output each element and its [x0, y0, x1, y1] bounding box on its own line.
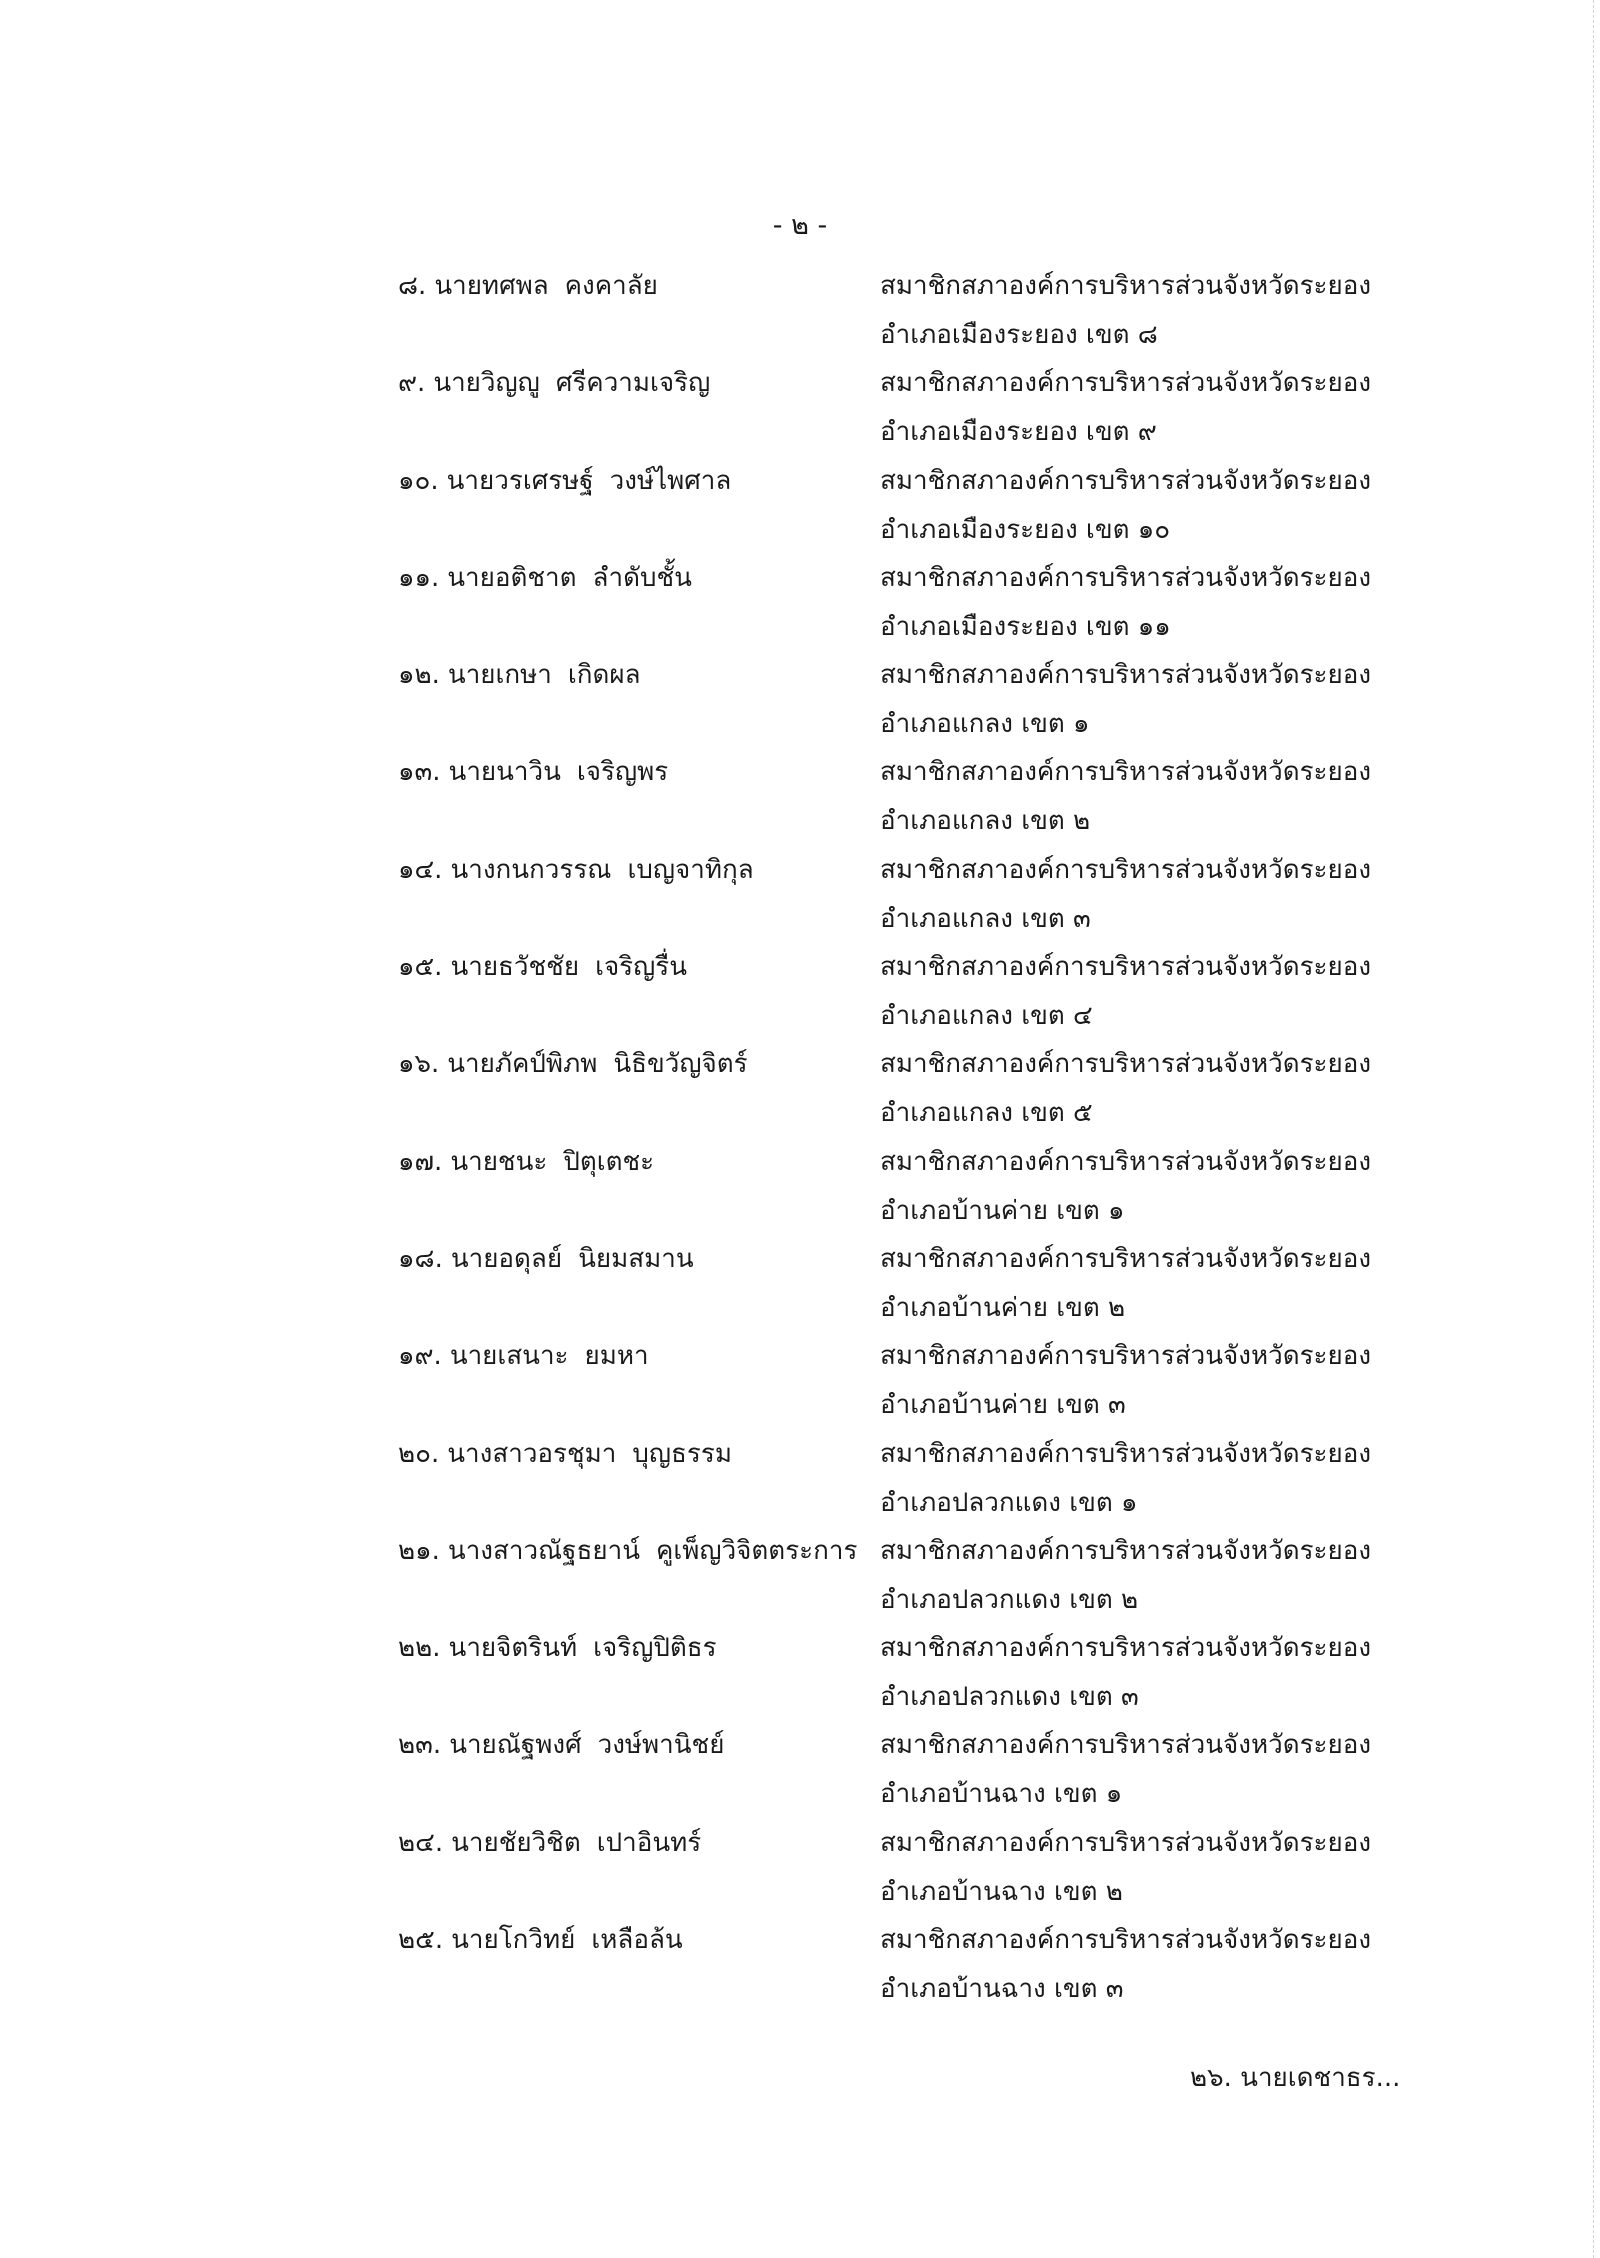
- member-role: สมาชิกสภาองค์การบริหารส่วนจังหวัดระยอง: [880, 1243, 1372, 1274]
- surname: เปาอินทร์: [596, 1827, 702, 1858]
- member-role: สมาชิกสภาองค์การบริหารส่วนจังหวัดระยอง: [880, 1438, 1372, 1469]
- member-name: [398, 1332, 649, 1380]
- entry-number: ๙.: [398, 368, 426, 399]
- entry-number: ๑๙.: [398, 1341, 442, 1372]
- entry-number: ๑๖.: [398, 1049, 440, 1080]
- surname: เจริญพร: [576, 757, 669, 788]
- surname: เกิดผล: [567, 660, 641, 691]
- member-name: [398, 1721, 724, 1769]
- member-district: อำเภอแกลง เขต ๑: [880, 709, 1090, 740]
- member-entry: [398, 1721, 1398, 1818]
- entry-number: ๘.: [398, 271, 427, 301]
- member-role: สมาชิกสภาองค์การบริหารส่วนจังหวัดระยอง: [880, 1827, 1372, 1858]
- member-district: อำเภอเมืองระยอง เขต ๘: [880, 320, 1158, 350]
- entry-number: ๑๘.: [398, 1243, 443, 1274]
- member-district: อำเภอปลวกแดง เขต ๓: [880, 1682, 1139, 1713]
- member-district: อำเภอบ้านฉาง เขต ๒: [880, 1876, 1123, 1907]
- entry-number: ๒๑.: [398, 1535, 440, 1566]
- member-role: สมาชิกสภาองค์การบริหารส่วนจังหวัดระยอง: [880, 562, 1372, 593]
- surname: ยมหา: [584, 1341, 649, 1372]
- surname: นิยมสมาน: [578, 1243, 694, 1274]
- member-name: [398, 554, 692, 602]
- member-entry: [398, 1235, 1398, 1332]
- given-name: นายธวัชชัย: [450, 952, 580, 983]
- surname: วงษ์พานิชย์: [597, 1730, 725, 1761]
- given-name: นางกนกวรรณ: [450, 854, 612, 885]
- member-district: อำเภอปลวกแดง เขต ๒: [880, 1584, 1139, 1615]
- given-name: นายชัยวิชิต: [451, 1827, 581, 1858]
- page-number: - ๒ -: [772, 210, 828, 241]
- entry-number: ๑๑.: [398, 562, 440, 593]
- member-name: [398, 1040, 748, 1088]
- entry-number: ๒๒.: [398, 1633, 441, 1664]
- member-name: [398, 846, 754, 894]
- member-role: สมาชิกสภาองค์การบริหารส่วนจังหวัดระยอง: [880, 1535, 1372, 1566]
- member-role: สมาชิกสภาองค์การบริหารส่วนจังหวัดระยอง: [880, 1633, 1372, 1664]
- member-district: อำเภอปลวกแดง เขต ๑: [880, 1487, 1138, 1518]
- surname: ปิตุเตชะ: [563, 1146, 655, 1177]
- surname: เจริญรื่น: [595, 952, 688, 983]
- member-name: [398, 1138, 654, 1186]
- member-name: [398, 1819, 701, 1867]
- given-name: นายนาวิน: [448, 757, 561, 788]
- member-list: [398, 262, 1398, 2013]
- member-entry: [398, 457, 1398, 554]
- surname: ลำดับชั้น: [592, 562, 692, 593]
- member-entry: [398, 1819, 1398, 1916]
- entry-number: ๒๕.: [398, 1925, 444, 1956]
- member-name: [398, 1624, 717, 1672]
- member-entry: [398, 359, 1398, 456]
- surname: นิธิขวัญจิตร์: [613, 1049, 748, 1080]
- member-entry: [398, 943, 1398, 1040]
- member-district: อำเภอแกลง เขต ๔: [880, 1001, 1093, 1032]
- member-entry: [398, 1916, 1398, 2013]
- member-district: อำเภอบ้านค่าย เขต ๑: [880, 1195, 1125, 1226]
- member-name: [398, 1430, 732, 1478]
- given-name: นายภัคป์พิภพ: [447, 1049, 598, 1080]
- entry-number: ๒๓.: [398, 1730, 442, 1761]
- member-district: อำเภอบ้านฉาง เขต ๓: [880, 1974, 1124, 2005]
- given-name: นายณัฐพงศ์: [449, 1730, 582, 1761]
- entry-number: ๒๐.: [398, 1438, 440, 1469]
- member-name: [398, 651, 641, 699]
- member-entry: [398, 1332, 1398, 1429]
- member-role: สมาชิกสภาองค์การบริหารส่วนจังหวัดระยอง: [880, 660, 1372, 691]
- surname: บุญธรรม: [632, 1438, 732, 1469]
- member-entry: [398, 1624, 1398, 1721]
- scan-edge-divider: [1592, 0, 1594, 2258]
- entry-number: ๑๓.: [398, 757, 441, 788]
- entry-number: ๑๔.: [398, 854, 443, 885]
- member-role: สมาชิกสภาองค์การบริหารส่วนจังหวัดระยอง: [880, 271, 1372, 301]
- member-entry: [398, 651, 1398, 748]
- member-district: อำเภอแกลง เขต ๒: [880, 806, 1091, 837]
- given-name: นายเสนาะ: [449, 1341, 569, 1372]
- entry-number: ๑๗.: [398, 1146, 443, 1177]
- given-name: นางสาวอรชุมา: [447, 1438, 617, 1469]
- member-entry: [398, 748, 1398, 845]
- surname: เหลือล้น: [591, 1925, 683, 1956]
- member-role: สมาชิกสภาองค์การบริหารส่วนจังหวัดระยอง: [880, 1925, 1372, 1956]
- member-entry: [398, 1040, 1398, 1137]
- member-name: [398, 457, 731, 505]
- continuation-note: ๒๖. นายเดชาธร...: [1190, 2063, 1401, 2093]
- entry-number: ๒๔.: [398, 1827, 444, 1858]
- member-name: [398, 1527, 857, 1575]
- given-name: นายโกวิทย์: [451, 1925, 576, 1956]
- member-name: [398, 943, 687, 991]
- member-name: [398, 748, 668, 796]
- given-name: นายวรเศรษฐ์: [446, 465, 594, 496]
- member-district: อำเภอบ้านฉาง เขต ๑: [880, 1779, 1123, 1810]
- member-entry: [398, 1138, 1398, 1235]
- given-name: นางสาวณัฐธยาน์: [447, 1535, 641, 1566]
- given-name: นายอติชาต: [447, 562, 577, 593]
- member-role: สมาชิกสภาองค์การบริหารส่วนจังหวัดระยอง: [880, 368, 1372, 399]
- member-entry: [398, 846, 1398, 943]
- member-name: [398, 262, 658, 310]
- member-name: [398, 1916, 683, 1964]
- member-entry: [398, 262, 1398, 359]
- member-district: อำเภอบ้านค่าย เขต ๒: [880, 1292, 1126, 1323]
- member-role: สมาชิกสภาองค์การบริหารส่วนจังหวัดระยอง: [880, 465, 1372, 496]
- member-name: [398, 359, 710, 407]
- member-district: อำเภอเมืองระยอง เขต ๑๐: [880, 514, 1171, 545]
- member-role: สมาชิกสภาองค์การบริหารส่วนจังหวัดระยอง: [880, 1730, 1372, 1761]
- entry-number: ๑๒.: [398, 660, 440, 691]
- given-name: นายจิตรินท์: [448, 1633, 578, 1664]
- member-entry: [398, 554, 1398, 651]
- member-district: อำเภอบ้านค่าย เขต ๓: [880, 1390, 1126, 1421]
- member-name: [398, 1235, 694, 1283]
- surname: เบญจาทิกุล: [627, 854, 754, 885]
- given-name: นายวิญญู: [433, 368, 540, 399]
- entry-number: ๑๕.: [398, 952, 443, 983]
- surname: คงคาลัย: [564, 271, 658, 301]
- given-name: นายเกษา: [447, 660, 552, 691]
- member-entry: [398, 1430, 1398, 1527]
- member-district: อำเภอเมืองระยอง เขต ๑๑: [880, 611, 1171, 642]
- surname: คูเพ็ญวิจิตตระการ: [656, 1535, 858, 1566]
- member-role: สมาชิกสภาองค์การบริหารส่วนจังหวัดระยอง: [880, 854, 1372, 885]
- member-role: สมาชิกสภาองค์การบริหารส่วนจังหวัดระยอง: [880, 757, 1372, 788]
- member-role: สมาชิกสภาองค์การบริหารส่วนจังหวัดระยอง: [880, 1146, 1372, 1177]
- entry-number: ๑๐.: [398, 465, 439, 496]
- member-district: อำเภอเมืองระยอง เขต ๙: [880, 417, 1157, 448]
- given-name: นายอดุลย์: [450, 1243, 563, 1274]
- given-name: นายทศพล: [434, 271, 549, 301]
- member-district: อำเภอแกลง เขต ๓: [880, 903, 1091, 934]
- surname: เจริญปิติธร: [593, 1633, 717, 1664]
- given-name: นายชนะ: [450, 1146, 548, 1177]
- member-role: สมาชิกสภาองค์การบริหารส่วนจังหวัดระยอง: [880, 1341, 1372, 1372]
- member-role: สมาชิกสภาองค์การบริหารส่วนจังหวัดระยอง: [880, 1049, 1372, 1080]
- member-entry: [398, 1527, 1398, 1624]
- surname: ศรีความเจริญ: [555, 368, 711, 399]
- member-district: อำเภอแกลง เขต ๕: [880, 1098, 1093, 1129]
- member-role: สมาชิกสภาองค์การบริหารส่วนจังหวัดระยอง: [880, 952, 1372, 983]
- surname: วงษ์ไพศาล: [609, 465, 732, 496]
